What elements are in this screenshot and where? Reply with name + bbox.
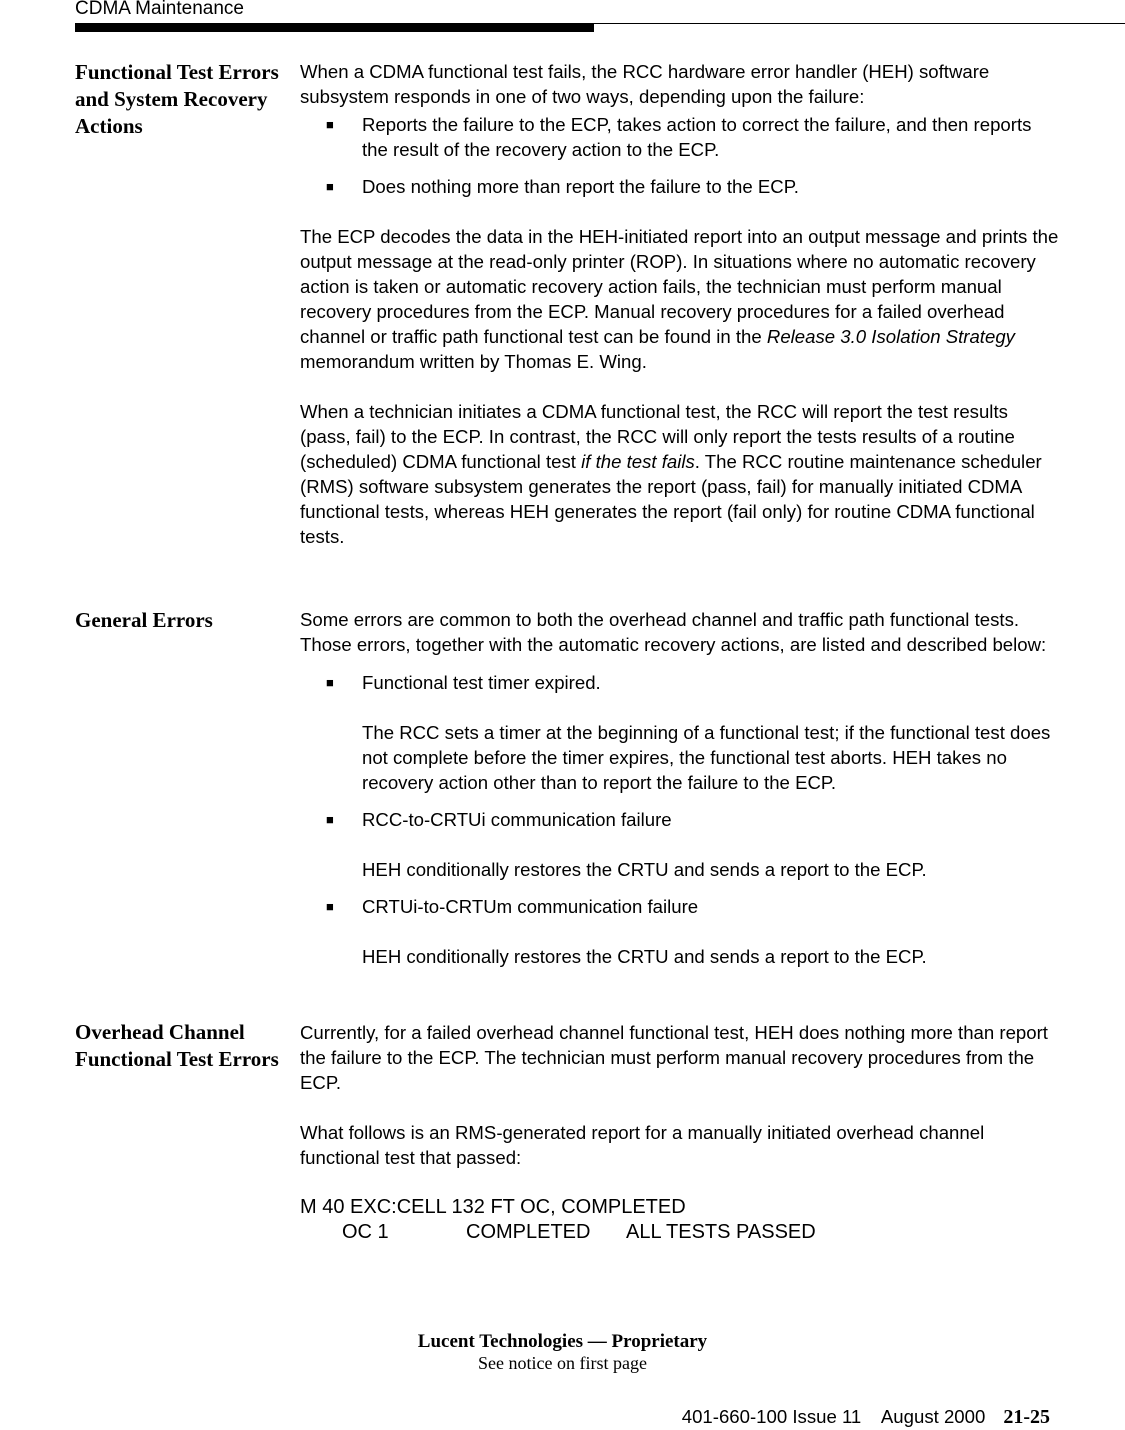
error-detail: The RCC sets a timer at the beginning of a functional test; if the functional test does not complete before the timer expires, the functional test aborts. HEH takes no recovery action other than to report the failure to the ECP. (362, 722, 1051, 793)
section-body-general (300, 607, 1060, 969)
footer-doc-info (682, 1405, 1050, 1429)
report-status: COMPLETED (466, 1221, 591, 1243)
report-result: ALL TESTS PASSED (626, 1221, 816, 1243)
functional-bullet-list (300, 112, 1060, 199)
error-detail: HEH conditionally restores the CRTU and sends a report to the ECP. (362, 859, 927, 880)
document-number: 401-660-100 Issue 11 August 2000 (681, 1406, 986, 1427)
list-item: ■ Does nothing more than report the failure to the ECP. (326, 176, 799, 197)
bullet-square-icon: ■ (326, 675, 334, 690)
bullet-square-icon: ■ (326, 179, 334, 194)
footer-company: Lucent Technologies — Proprietary (417, 1331, 708, 1352)
functional-paragraph-2: The ECP decodes the data in the HEH-initiated report into an output message and prints the output message at the read-only printer (ROP). In situations where no automatic recovery action is taken or automatic recovery action fails, the technician must perform manual recovery procedures from the ECP. Manual recovery procedures for a failed overhead channel or traffic path functional test can be found in the Release 3.0 Isolation Strategy memorandum written by Thomas E. Wing. (300, 226, 1059, 372)
error-title: CRTUi-to-CRTUm communication failure (362, 896, 699, 917)
list-item (300, 807, 1060, 882)
report-output (300, 1195, 1060, 1245)
section-heading-overhead: Overhead Channel Functional Test Errors (75, 1020, 279, 1071)
list-item (300, 894, 1060, 969)
section-heading-general: General Errors (75, 608, 213, 632)
running-header: CDMA Maintenance (75, 0, 244, 19)
bullet-square-icon: ■ (326, 117, 334, 132)
footer-notice: See notice on first page (478, 1353, 647, 1373)
overhead-paragraph-2: What follows is an RMS-generated report for a manually initiated overhead channel functional test that passed: (300, 1122, 985, 1168)
error-detail: HEH conditionally restores the CRTU and sends a report to the ECP. (362, 946, 927, 967)
overhead-paragraph-1: Currently, for a failed overhead channel functional test, HEH does nothing more than report the failure to the ECP. The technician must perform manual recovery procedures from the ECP. (300, 1022, 1048, 1093)
error-title: Functional test timer expired. (362, 672, 601, 693)
general-error-list (300, 670, 1060, 969)
memo-title: Release 3.0 Isolation Strategy (766, 326, 1015, 347)
section-body-functional (300, 59, 1060, 549)
report-line-1: M 40 EXC:CELL 132 FT OC, COMPLETED (300, 1196, 686, 1218)
bullet-square-icon: ■ (326, 812, 334, 827)
general-intro: Some errors are common to both the overhead channel and traffic path functional tests. Those errors, together with the automatic recovery actions, are listed and described below: (300, 609, 1047, 655)
page-number: 21-25 (1003, 1406, 1050, 1428)
section-heading-functional: Functional Test Errors and System Recovery Actions (75, 60, 279, 138)
functional-paragraph-3: When a technician initiates a CDMA functional test, the RCC will report the test results (pass, fail) to the ECP. In contrast, the RCC will only report the tests results of a routine (scheduled) CDMA functional test if the test fails. The RCC routine maintenance scheduler (RMS) software subsystem generates the report (pass, fail) for manually initiated CDMA functional tests, whereas HEH generates the report (fail only) for routine CDMA functional tests. (300, 401, 1042, 547)
functional-intro: When a CDMA functional test fails, the RCC hardware error handler (HEH) software subsystem responds in one of two ways, depending upon the failure: (300, 61, 990, 107)
bullet-square-icon: ■ (326, 899, 334, 914)
list-item (300, 670, 1060, 795)
emphasis-text: if the test fails (581, 451, 695, 472)
section-body-overhead (300, 1020, 1060, 1245)
report-line-2 (300, 1220, 1060, 1245)
list-item: ■ Reports the failure to the ECP, takes action to correct the failure, and then reports the result of the recovery action to the ECP. (326, 114, 1032, 160)
error-title: RCC-to-CRTUi communication failure (362, 809, 672, 830)
header-bar (75, 24, 594, 32)
report-unit: OC 1 (342, 1221, 389, 1243)
